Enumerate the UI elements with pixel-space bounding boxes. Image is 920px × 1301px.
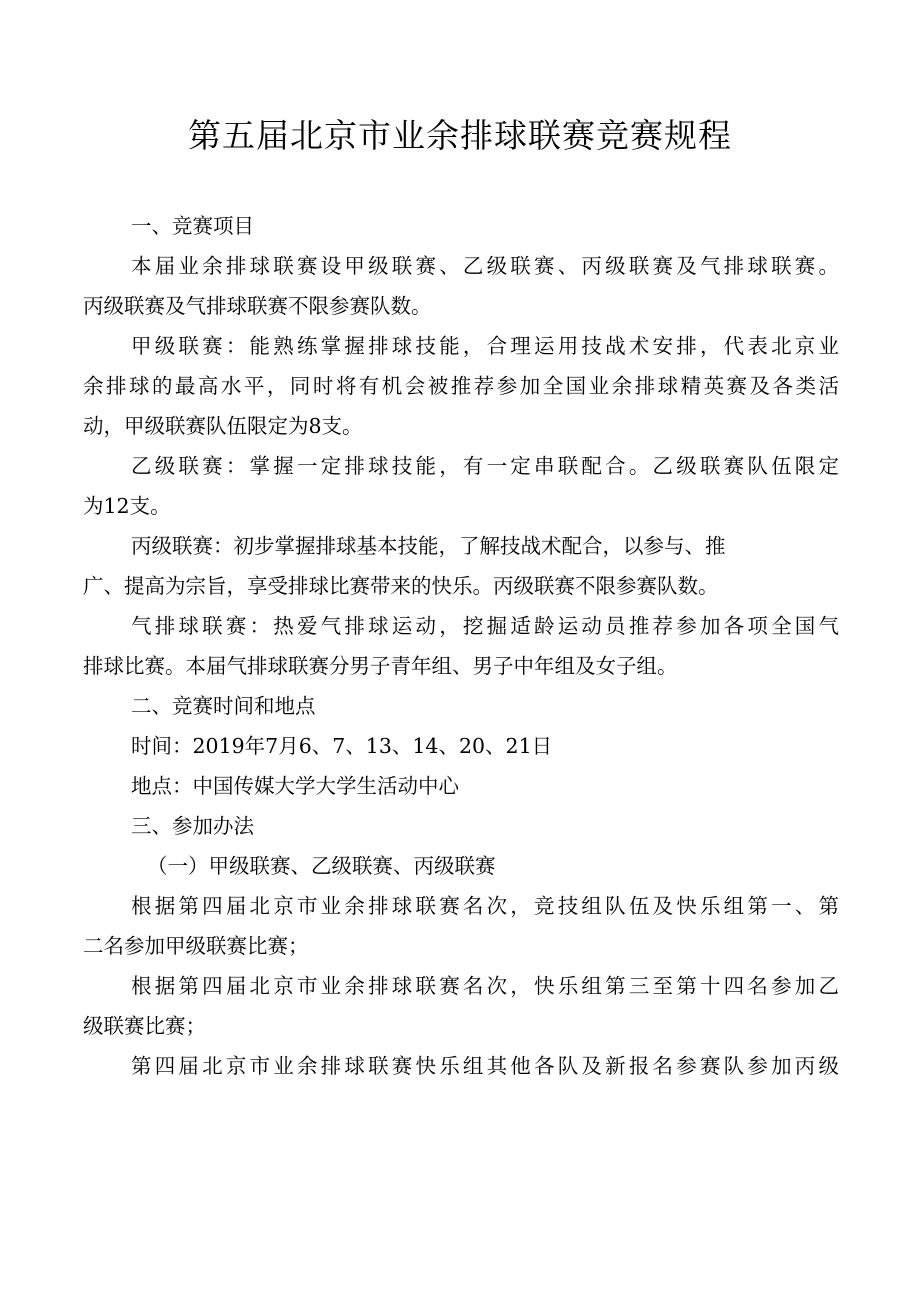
paragraph-rule-line: 二名参加甲级联赛比赛；: [83, 934, 309, 958]
paragraph-air-volleyball-line: 气排球联赛：热爱气排球运动，挖掘适龄运动员推荐参加各项全国气: [131, 614, 839, 638]
subheading-leagues: （一）甲级联赛、乙级联赛、丙级联赛: [147, 854, 496, 878]
section-heading-competition-items: 一、竞赛项目: [131, 214, 254, 238]
section-heading-time-place: 二、竞赛时间和地点: [131, 694, 316, 718]
paragraph-time: 时间：2019年7月6、7、13、14、20、21日: [131, 734, 553, 758]
paragraph-league-c-line: 丙级联赛：初步掌握排球基本技能，了解技战术配合，以参与、推: [131, 534, 726, 558]
paragraph-league-a-line: 动，甲级联赛队伍限定为8支。: [83, 414, 363, 438]
paragraph-intro-line: 本届业余排球联赛设甲级联赛、乙级联赛、丙级联赛及气排球联赛。: [131, 254, 839, 278]
paragraph-air-volleyball-line: 排球比赛。本届气排球联赛分男子青年组、男子中年组及女子组。: [83, 654, 678, 678]
paragraph-league-a-line: 余排球的最高水平，同时将有机会被推荐参加全国业余排球精英赛及各类活: [83, 374, 839, 398]
paragraph-intro-line: 丙级联赛及气排球联赛不限参赛队数。: [83, 294, 432, 318]
paragraph-league-c-line: 广、提高为宗旨，享受排球比赛带来的快乐。丙级联赛不限参赛队数。: [83, 574, 719, 598]
paragraph-place: 地点：中国传媒大学大学生活动中心: [131, 774, 459, 798]
paragraph-rule-line: 根据第四届北京市业余排球联赛名次，快乐组第三至第十四名参加乙: [131, 974, 839, 998]
paragraph-league-b-line: 为12支。: [83, 494, 171, 518]
section-heading-participation: 三、参加办法: [131, 814, 254, 838]
document-body: [83, 206, 839, 1086]
document-title: 第五届北京市业余排球联赛竞赛规程: [188, 116, 732, 155]
paragraph-league-b-line: 乙级联赛：掌握一定排球技能，有一定串联配合。乙级联赛队伍限定: [131, 454, 839, 478]
paragraph-rule-line: 根据第四届北京市业余排球联赛名次，竞技组队伍及快乐组第一、第: [131, 894, 839, 918]
paragraph-league-a-line: 甲级联赛：能熟练掌握排球技能，合理运用技战术安排，代表北京业: [131, 334, 839, 358]
paragraph-rule-line: 级联赛比赛；: [83, 1014, 206, 1038]
paragraph-rule-line: 第四届北京市业余排球联赛快乐组其他各队及新报名参赛队参加丙级: [131, 1054, 839, 1078]
